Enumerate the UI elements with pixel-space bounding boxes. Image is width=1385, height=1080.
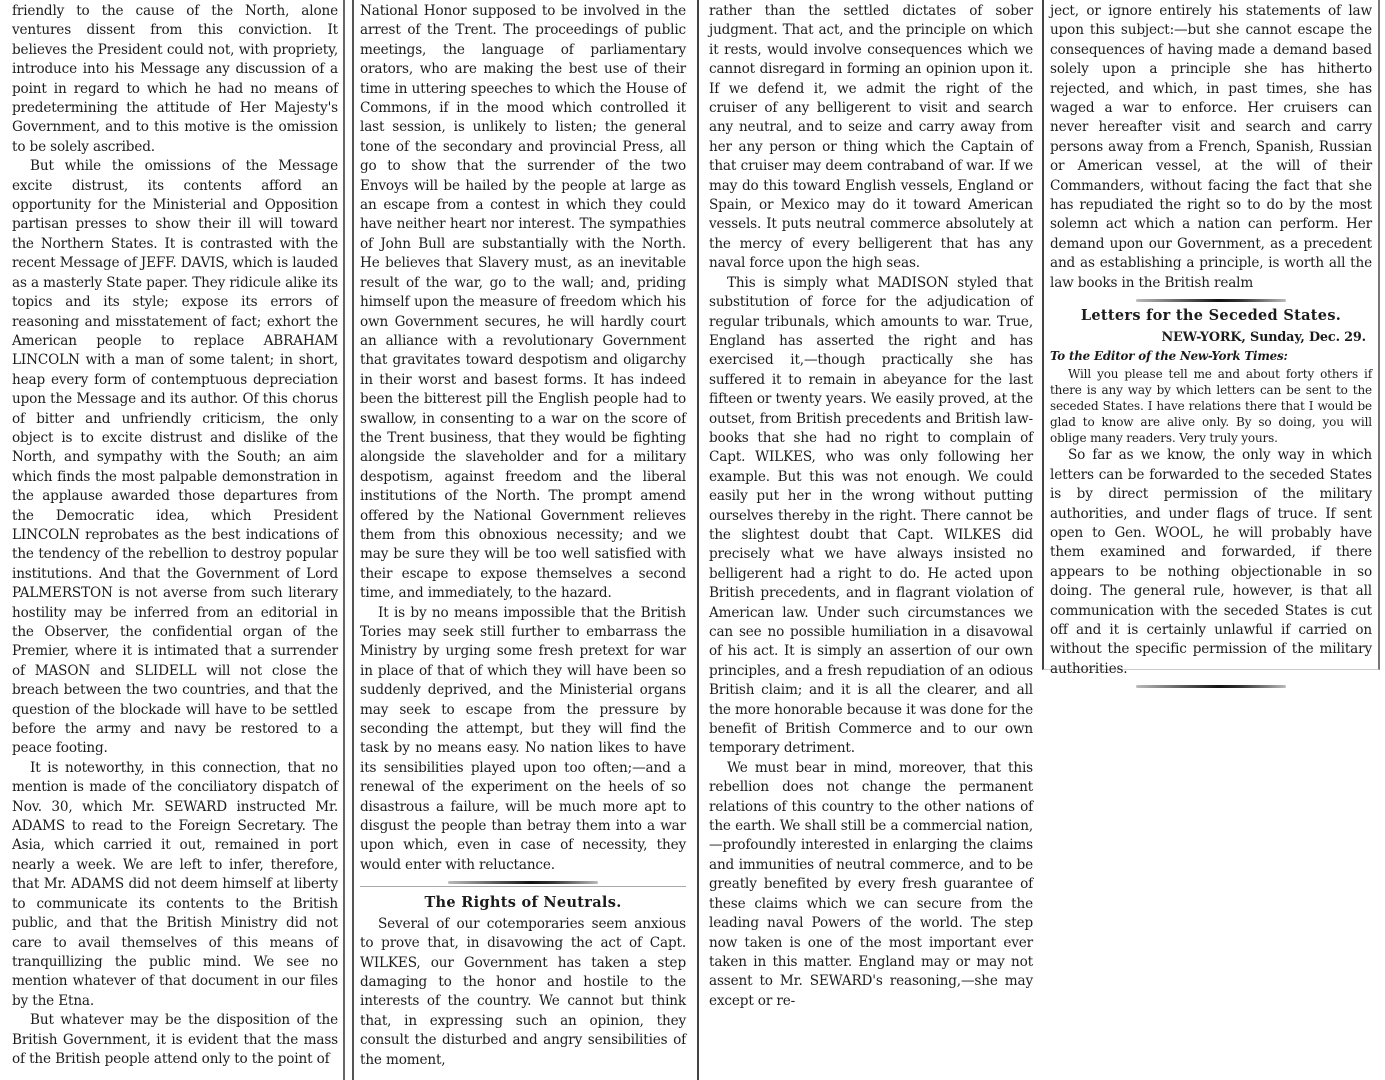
paragraph: National Honor supposed to be involved in the arrest of the Trent. The proceedings of public meetings, the language of parliamentary orators, who are making the best use of their time in uttering speeches to which the House of Commons, if in the mood which controlled it last session, is unlikely to listen; the general tone of the secondary and provincial Press, all go to show that the surrender of the two Envoys will be hailed by the people at large as an escape from a contest in which they could have neither heart nor interest. The sympathies of John Bull are substantially with the North. He believes that Slavery must, as an inevitable result of the war, go to the wall; and, priding himself upon the measure of freedom which his own Government secures, he will hardly court an alliance with a revolutionary Government that gravitates toward despotism and oligarchy in their worst and basest forms. It has indeed been the bitterest pill the English people had to swallow, in consenting to a war on the score of the Trent business, that they would be fighting alongside the slaveholder and for a military despotism, against freedom and the liberal institutions of the North. The prompt amend offered by the National Government relieves them from this obnoxious necessity; and we may be sure they will be too well satisfied with their escape to expose themselves a second time, and immediately, to the hazard.: [360, 3, 686, 602]
column-2: [352, 0, 690, 1080]
dateline: NEW-YORK, Sunday, Dec. 29.: [1161, 329, 1366, 345]
paragraph: friendly to the cause of the North, alone ventures dissent from this conviction. It believes the President could not, with propriety, introduce into his Message any discussion of a point in regard to which he had no means of predetermining the attitude of Her Majesty's Government, and to this motive is the omission to be solely ascribed.: [12, 3, 338, 155]
paragraph: But whatever may be the disposition of the British Government, it is evident that the mass of the British people attend only to the point of: [12, 1012, 338, 1067]
article-heading: The Rights of Neutrals.: [424, 894, 622, 912]
paragraph: But while the omissions of the Message excite distrust, its contents afford an opportunity for the Ministerial and Opposition partisan presses to show their ill will toward the Northern States. It is contrasted with the recent Message of JEFF. DAVIS, which is lauded as a masterly State paper. They ridicule alike its topics and its style; expose its errors of reasoning and misstatement of fact; exhort the American people to replace ABRAHAM LINCOLN with a man of some talent; in short, heap every form of contemptuous depreciation upon the Message and its author. Of this chorus of bitter and unfriendly criticism, the only object is to excite distrust and dislike of the North, and sympathy with the South; an aim which finds the most palpable demonstration in the applause awarded those departures from the Democratic idea, which President LINCOLN reprobates as the best indications of the tendency of the rebellion to destroy popular institutions. And that the Government of Lord PALMERSTON is not averse from such literary hostility may be inferred from an editorial in the Observer, the confidential organ of the Premier, where it is intimated that a surrender of MASON and SLIDELL will not close the breach between the two countries, and that the question of the blockade will have to be settled before the army and navy be restored to a peace footing.: [12, 158, 338, 757]
paragraph: This is simply what MADISON styled that substitution of force for the adjudication of regular tribunals, which amounts to war. True, England has asserted the right and has exercised it,—though practically she has suffered it to remain in abeyance for the last fifteen or twenty years. We easily proved, at the outset, from British precedents and British law-books that she had no right to complain of Capt. WILKES, who was only following her example. But this was not enough. We could easily put her in the wrong without putting ourselves thereby in the right. There cannot be the slightest doubt that Capt. WILKES did precisely what we have always insisted no belligerent had a right to do. He acted upon British precedents, and in flagrant violation of American law. Under such circumstances we can see no possible humiliation in a disavowal of his act. It is simply an assertion of our own principles, and a fresh repudiation of an odious British claim; and it is all the clearer, and all the more honorable because it was done for the benefit of British Commerce and to our own temporary detriment.: [709, 274, 1033, 757]
paragraph: It is noteworthy, in this connection, that no mention is made of the conciliatory dispatch of Nov. 30, which Mr. SEWARD instructed Mr. ADAMS to read to the Foreign Secretary. The Asia, which carried it out, remained in port nearly a week. We are left to infer, therefore, that Mr. ADAMS did not deem himself at liberty to communicate its contents to the British public, and that the British Ministry did not care to avail themselves of this means of tranquillizing the public mind. We see no mention whatever of that document in our files by the Etna.: [12, 759, 338, 1009]
paragraph: Will you please tell me and about forty others if there is any way by which letters can be sent to the seceded States. I have relations there that I would be glad to know are alive only. By so doing, you will oblige many readers. Very truly yours.: [1050, 367, 1372, 446]
salutation: To the Editor of the New-York Times:: [1050, 348, 1288, 363]
column-rule: [343, 0, 345, 1080]
paragraph: ject, or ignore entirely his statements of law upon this subject:—but she cannot escape the consequences of having made a demand based solely upon a principle she has hitherto rejected, and which, in past times, she has waged a war to enforce. Her cruisers can never hereafter visit and search and carry persons away from a French, Spanish, Russian or American vessel, at the will of their Commanders, without facing the fact that she has repudiated the right so to do by the most solemn act which a nation can perform. Her demand upon our Government, as a precedent and as establishing a principle, is worth all the law books in the British realm: [1050, 3, 1372, 291]
section-divider: [1136, 685, 1286, 688]
letter-body: [1050, 366, 1372, 446]
paragraph: We must bear in mind, moreover, that this rebellion does not change the permanent relations of this country to the other nations of the earth. We shall still be a commercial nation,—profoundly interested in enlarging the claims and immunities of neutral commerce, and to be greatly benefited by every fresh guarantee of these claims which we can secure from the leading naval Powers of the world. The step now taken is one of the most important ever taken in this matter. England may or may not assent to Mr. SEWARD's reasoning,—she may except or re-: [709, 759, 1033, 1009]
article-letters-for-seceded-states: [1050, 306, 1372, 688]
column-3: [697, 0, 1037, 1080]
article-rights-of-neutrals: [360, 886, 686, 1070]
article-heading: Letters for the Seceded States.: [1080, 307, 1342, 325]
column-1: [8, 0, 342, 1080]
paragraph: It is by no means impossible that the British Tories may seek still further to embarrass the Ministry by urging some fresh pretext for war in place of that of which they will have been so suddenly deprived, and the Ministerial organs may seek to escape from the pressure by seconding the attempt, but they will find the task by no means easy. No nation likes to have its sensibilities played upon too often;—and a renewal of the experiment on the heels of so disastrous a failure, will be much more apt to disgust the people than betray them into a war upon which, even in case of necessity, they would enter with reluctance.: [360, 604, 686, 873]
paragraph: Several of our cotemporaries seem anxious to prove that, in disavowing the act of Capt. WILKES, our Government has taken a step damaging to the honor and hostile to the interests of the country. We cannot but think that, in expressing such an opinion, they consult the disturbed and angry sensibilities of the moment,: [360, 915, 686, 1068]
column-4: [1042, 0, 1380, 677]
paragraph: So far as we know, the only way in which letters can be forwarded to the seceded States is by direct permission of the military authorities, and under flags of truce. If sent open to Gen. WOOL, he will probably have them examined and forwarded, if there appears to be nothing objectionable in so doing. The general rule, however, is that all communication with the seceded States is cut off and it is certainly unlawful if carried on without the specific permission of the military authorities.: [1050, 447, 1372, 677]
section-divider: [448, 881, 598, 884]
section-divider: [1136, 299, 1286, 302]
paragraph: rather than the settled dictates of sober judgment. That act, and the principle on which it rests, would involve consequences which we cannot disregard in forming an opinion upon it. If we defend it, we admit the right of the cruiser of any belligerent to visit and search any neutral, and to seize and carry away from her any person or thing which the Captain of that cruiser may deem contraband of war. If we may do this toward English vessels, England or Spain, or Mexico may do it toward American vessels. It puts neutral commerce absolutely at the mercy of every belligerent that has any naval force upon the high seas.: [709, 3, 1033, 272]
